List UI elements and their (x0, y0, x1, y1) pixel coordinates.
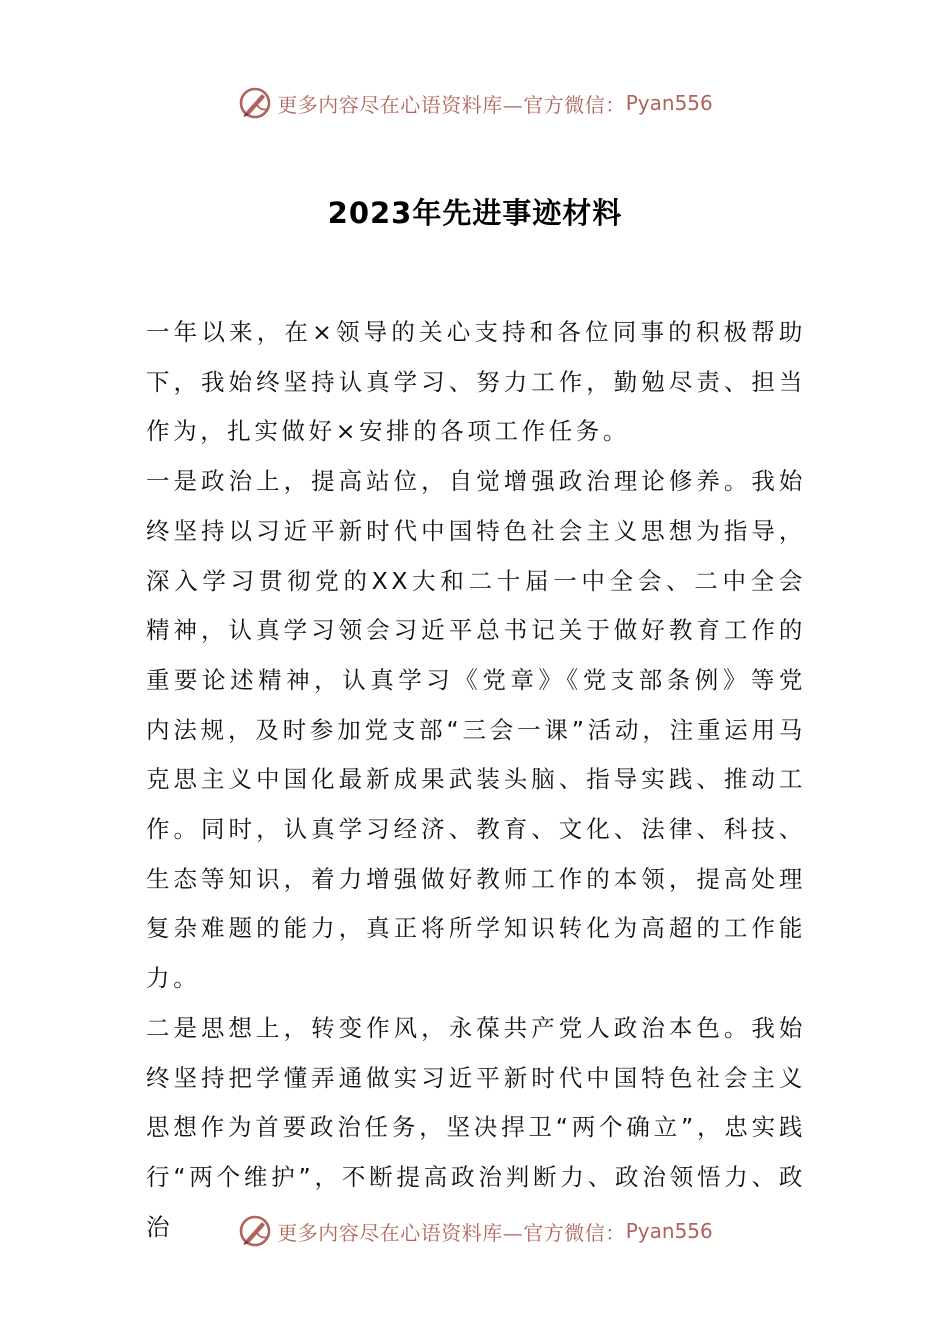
watermark-text: 更多内容尽在心语资料库—官方微信： (277, 92, 626, 117)
footer-watermark (0, 1211, 950, 1251)
pen-logo-icon (237, 85, 273, 121)
header-watermark (0, 83, 950, 123)
watermark-wechat-id: Pyan556 (625, 91, 713, 115)
document-body (146, 308, 806, 1252)
paragraph-ideological: 二是思想上，转变作风，永葆共产党人政治本色。我始终坚持把学懂弄通做实习近平新时代中国特色社会主义思想作为首要政治任务，坚决捍卫“两个确立”，忠实践行“两个维护”，不断提高政治判断力、政治领悟力、政治 (146, 1013, 806, 1241)
paragraph-political: 一是政治上，提高站位，自觉增强政治理论修养。我始终坚持以习近平新时代中国特色社会主义思想为指导，深入学习贯彻党的XX大和二十届一中全会、二中全会精神，认真学习领会习近平总书记关于做好教育工作的重要论述精神，认真学习《党章》《党支部条例》等党内法规，及时参加党支部“三会一课”活动，注重运用马克思主义中国化最新成果武装头脑、指导实践、推动工作。同时，认真学习经济、教育、文化、法律、科技、生态等知识，着力增强做好教师工作的本领，提高处理复杂难题的能力，真正将所学知识转化为高超的工作能力。 (146, 467, 806, 993)
watermark-text: 更多内容尽在心语资料库—官方微信： (277, 1220, 626, 1245)
paragraph-intro: 一年以来，在×领导的关心支持和各位同事的积极帮助下，我始终坚持认真学习、努力工作，勤勉尽责、担当作为，扎实做好×安排的各项工作任务。 (146, 318, 806, 446)
pen-logo-icon (237, 1213, 273, 1249)
watermark-wechat-id: Pyan556 (625, 1219, 713, 1243)
document-title: 2023年先进事迹材料 (327, 196, 623, 231)
